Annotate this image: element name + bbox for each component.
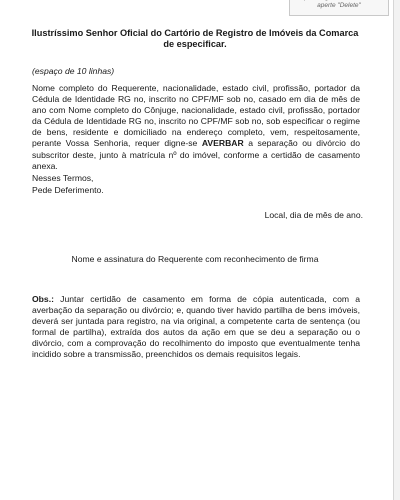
spacing-placeholder: (espaço de 10 linhas): [32, 66, 115, 76]
observation-note: [32, 294, 360, 361]
request-paragraph: [32, 83, 360, 172]
closing-line-1: Nesses Termos,: [32, 173, 94, 183]
note-text: Juntar certidão de casamento em forma de cópia autenticada, com a averbação da separação ou divórcio; e, quando tiver havido partilha de bens imóveis, deverá ser juntada para registro, na via original, a competente carta de sentença (ou formal de partilha), extraída dos autos da ação em que se deu a separação ou o divórcio, com a comprovação do recolhimento do imposto que eventualmente tenha incidido sobre a transmissão, preenchidos os demais requisitos legais.: [32, 294, 360, 360]
help-tooltip: [289, 0, 389, 16]
title-line-1: Ilustríssimo Senhor Oficial do Cartório de Registro de Imóveis da Comarca: [31, 28, 359, 38]
request-text-part-1: Nome completo do Requerente, nacionalidade, estado civil, profissão, portador da Cédula de Identidade RG no, inscrito no CPF/MF sob no, casado em dia de mês de ano com Nome completo do Cônjuge, nacionalidade, estado civil, profissão, portador da Cédula de Identidade RG no, inscrito no CPF/MF sob no, sob especificar o regime de bens, residente e domiciliado na endereço completo, vem, respeitosamente, perante Vossa Senhoria, requer digne-se: [32, 83, 360, 149]
place-date-line: Local, dia de mês de ano.: [264, 210, 363, 220]
note-label: Obs.:: [32, 294, 54, 304]
request-text-part-2: a separação ou divórcio do subscritor deste, junto à matrícula nº do imóvel, conforme a certidão de casamento anexa.: [32, 138, 360, 171]
request-emphasis: AVERBAR: [201, 138, 244, 149]
signature-line: Nome e assinatura do Requerente com reconhecimento de firma: [71, 254, 319, 264]
title-line-2: de especificar.: [163, 39, 227, 49]
document-title: [30, 28, 360, 50]
tooltip-line-2: aperte "Delete": [317, 2, 361, 9]
closing-block: [32, 172, 104, 196]
closing-line-2: Pede Deferimento.: [32, 185, 104, 195]
